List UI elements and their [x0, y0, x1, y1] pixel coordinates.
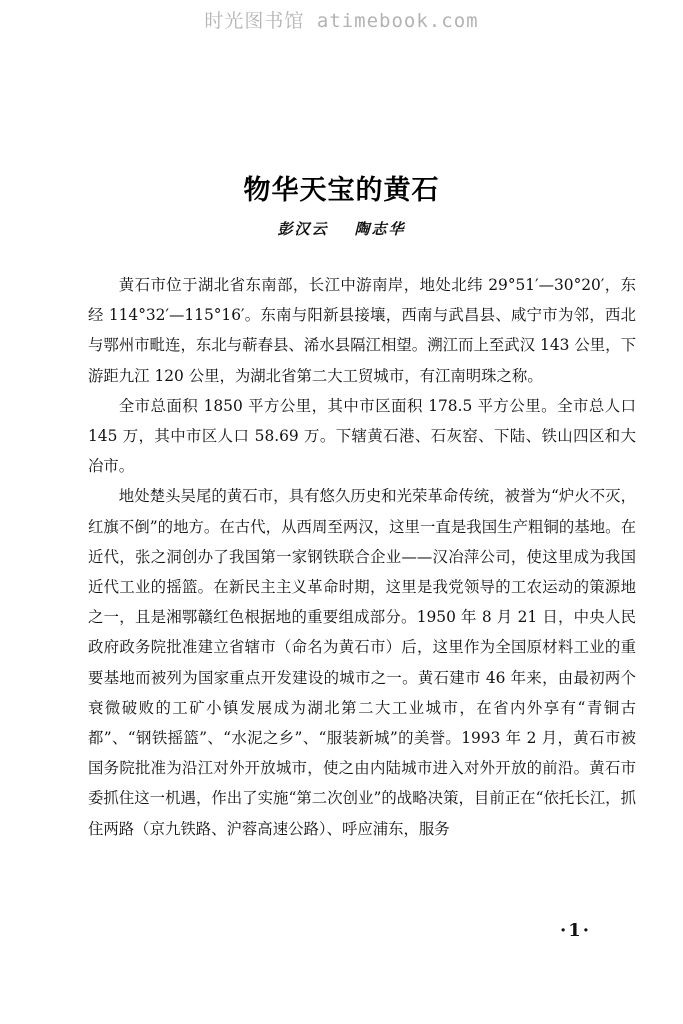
page-number: ·1· — [560, 920, 592, 941]
article-authors — [0, 218, 683, 239]
body-paragraph: 地处楚头吴尾的黄石市，具有悠久历史和光荣革命传统，被誉为“炉火不灭，红旗不倒”的地方。在古代，从西周至两汉，这里一直是我国生产粗铜的基地。在近代，张之洞创办了我国第一家钢铁联合企业——汉冶萍公司，使这里成为我国近代工业的摇篮。在新民主主义革命时期，这里是我党领导的工农运动的策源地之一，且是湘鄂赣红色根据地的重要组成部分。1950 年 8 月 21 日，中央人民政府政务院批准建立省辖市（命名为黄石市）后，这里作为全国原材料工业的重要基地而被列为国家重点开发建设的城市之一。黄石建市 46 年来，由最初两个衰微破败的工矿小镇发展成为湖北第二大工业城市，在省内外享有“青铜古都”、“钢铁摇篮”、“水泥之乡”、“服装新城”的美誉。1993 年 2 月，黄石市被国务院批准为沿江对外开放城市，使之由内陆城市进入对外开放的前沿。黄石市委抓住这一机遇，作出了实施“第二次创业”的战略决策，目前正在“依托长江，抓住两路（京九铁路、沪蓉高速公路）、呼应浦东，服务 — [88, 487, 636, 838]
body-paragraph: 黄石市位于湖北省东南部，长江中游南岸，地处北纬 29°51′—30°20′，东经 114°32′—115°16′。东南与阳新县接壤，西南与武昌县、咸宁市为邻，西北与鄂州市毗连，东北与蕲春县、浠水县隔江相望。溯江而上至武汉 143 公里，下游距九江 120 公里，为湖北省第二大工贸城市，有江南明珠之称。 — [88, 276, 636, 385]
article-title: 物华天宝的黄石 — [243, 175, 440, 206]
watermark-text: 时光图书馆 atimebook.com — [204, 10, 479, 32]
author-name: 彭汉云 — [277, 220, 329, 238]
author-name: 陶志华 — [354, 220, 406, 238]
body-paragraph: 全市总面积 1850 平方公里，其中市区面积 178.5 平方公里。全市总人口 145 万，其中市区人口 58.69 万。下辖黄石港、石灰窑、下陆、铁山四区和大冶市。 — [88, 396, 636, 476]
article-body — [88, 270, 636, 844]
